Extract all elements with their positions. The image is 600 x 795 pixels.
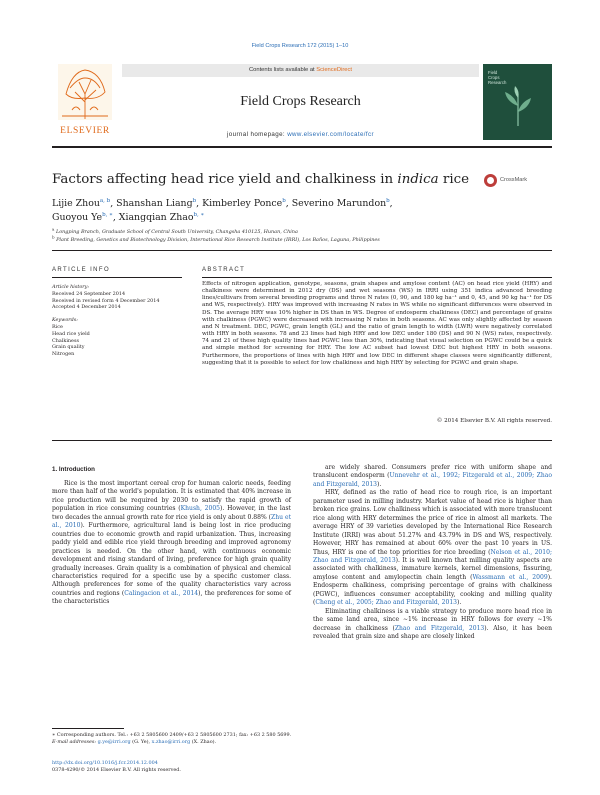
keyword: Grain quality: [52, 344, 85, 351]
elsevier-logo: [52, 64, 118, 136]
corresponding-author-note: ∗ Corresponding authors. Tel.: +63 2 5805600 2409/+63 2 5805600 2731; fax: +63 2 580 5699.: [52, 732, 292, 738]
abstract-text: Effects of nitrogen application, genotype, seasons, grain shapes and amylose content (AC) on head rice yield (HRY) and chalkiness were determined in 2012 dry (DS) and wet seasons (WS) in IRRI using 351 indica advanced breeding lines/cultivars from several breeding programs and three N rates (0, 90, and 180 kg ha⁻¹ and 0, 45, and 90 kg ha⁻¹ for DS and WS, respectively). HRY was improved with increasing N rates in WS while no significant differences were observed in DS. The average HRY was 10% higher in DS than in WS. Degree of endosperm chalkiness (DEC) and percentage of grains with chalkiness (PGWC) were decreased with increasing N rates in both seasons. AC was only slightly affected by season and N treatment. DEC, PGWC, grain length (GL) and the ratio of grain length to width (LWR) were negatively correlated with HRY in both seasons. 78 and 23 lines had high HRY and low DEC under 180 (DS) and 90 N (WS) rates, respectively. 74 and 21 of these high quality lines had PGWC less than 30%, indicating that visual selection on PGWC could be a quick and simple method for screening for HRY. The low AC subset had lowest DEC but highest HRY in both seasons. Furthermore, the proportions of lines with high HRY and low DEC in different shape classes were significantly different, suggesting that it is possible to select for low chalkiness and high HRY by selecting for PGWC and grain shape.: [202, 281, 552, 366]
crossmark-label: CrossMark: [500, 177, 528, 183]
body-text: ). Furthermore, agricultural land is being lost in rice producing countries due to economic growth and rapid urbanization. Thus, increasing paddy yield and edible rice yield through breeding and improved agronomy practices is needed. On the other hand, with continuous economic development and rising standard of living, preference for high grain quality gradually increases. Grain quality is a combination of physical and chemical characteristics required for a specific use by a specific customer class. Although preferences for some of the quality characteristics vary across countries and regions (: [52, 522, 292, 597]
author-name[interactable]: Kimberley Ponce: [202, 198, 283, 209]
body-paragraph: [313, 608, 552, 642]
citation-link[interactable]: Wassmann et al., 2009: [472, 573, 548, 581]
journal-homepage: [122, 131, 479, 138]
body-text: are widely shared. Consumers prefer rice with uniform shape and translucent endosperm (: [313, 464, 552, 480]
body-text: ). However, in the last two decades the annual growth rate for rice yield is only about 0.88% (: [52, 505, 291, 521]
affiliations: [52, 226, 380, 244]
author-name[interactable]: Severino Marundon: [291, 198, 387, 209]
article-info: [52, 284, 182, 358]
author-name[interactable]: Shanshan Liang: [116, 198, 193, 209]
cover-plant-icon: [503, 86, 533, 126]
author-line-1: Lijie Zhou$^{a, b}$, Shanshan Liang$^b$, Kimberley Ponce$^b$, Severino Marundon$^b$,: [52, 197, 393, 209]
email-link[interactable]: g.ye@irri.org: [97, 739, 131, 745]
keyword: Chalkiness: [52, 337, 79, 344]
email-note: E-mail addresses: g.ye@irri.org (G. Ye), x.zhao@irri.org (X. Zhao).: [52, 739, 217, 745]
section-heading-introduction: 1. Introduction: [52, 466, 95, 473]
article-info-heading: ARTICLE INFO: [52, 267, 111, 273]
elsevier-wordmark: ELSEVIER: [60, 126, 110, 136]
email-link[interactable]: x.zhao@irri.org: [151, 739, 191, 745]
citation-link[interactable]: Cheng et al., 2005; Zhao and Fitzgerald, 2013: [315, 599, 458, 607]
keyword: Head rice yield: [52, 330, 90, 337]
crossmark-badge[interactable]: [484, 174, 554, 188]
body-text: Rice is the most important cereal crop for human caloric needs, feeding more than half of the world's population. It is estimated that 40% increase in rice production will be required by 2030 to satisfy the rapid growth of population in rice consuming countries (: [52, 480, 291, 513]
author-name[interactable]: Lijie Zhou: [52, 198, 100, 209]
journal-cover: [483, 64, 552, 140]
footnotes: [52, 732, 292, 746]
abstract-rule: [202, 277, 552, 278]
affiliation-a: $^a$ Longping Branch, Graduate School of Central South University, Changsha 410125, Hunan, China: [52, 226, 298, 235]
doi-link[interactable]: http://dx.doi.org/10.1016/j.fcr.2014.12.004: [52, 760, 158, 766]
body-column-left: [52, 480, 291, 607]
cover-title: Field Crops Research: [488, 70, 507, 85]
citation-link[interactable]: Calingacion et al., 2014: [124, 589, 199, 597]
contents-bar: [122, 64, 479, 77]
body-paragraph: [313, 489, 552, 607]
abstract-copyright: © 2014 Elsevier B.V. All rights reserved.: [436, 418, 552, 424]
title-italic: indica: [397, 172, 439, 187]
journal-title: Field Crops Research: [240, 94, 361, 109]
body-text: ).: [377, 480, 382, 488]
citation-link[interactable]: Nelson et al., 2010; Zhao and Fitzgerald, 2013: [313, 548, 552, 564]
body-text: ), the preferences for some of the characteristics: [52, 589, 291, 606]
body-text: ). Endosperm chalkiness, comprising percentage of grains with chalkiness (PGWC), influences consumer acceptability, cooking and milling quality (: [313, 573, 552, 607]
body-paragraph: [313, 464, 552, 489]
keyword: Rice: [52, 323, 63, 330]
affiliation-b: $^b$ Plant Breeding, Genetics and Biotechnology Division, International Rice Research Institute (IRRI), Los Baños, Laguna, Philippines: [52, 233, 380, 243]
body-column-right: [313, 464, 552, 642]
abstract-heading: ABSTRACT: [202, 267, 246, 273]
author-line-2: Guoyou $Ye^{b, ∗}$, Xiangqian Zhao$^{b, ∗}$: [52, 211, 205, 223]
body-text: Eliminating chalkiness is a viable strategy to produce more head rice in the same land area, since ∼1% increase in HRY follows for every ∼1% decrease in chalkiness (: [313, 607, 552, 632]
journal-banner: [122, 64, 479, 142]
history-received: Received 24 September 2014: [52, 290, 126, 297]
footnote-rule: [52, 728, 124, 729]
body-rule: [52, 440, 552, 441]
contents-prefix: Contents lists available at: [248, 67, 317, 73]
crossmark-icon: [484, 174, 497, 187]
running-head: Field Crops Research 172 (2015) 1–10: [251, 43, 349, 49]
sciencedirect-link[interactable]: ScienceDirect: [316, 67, 353, 73]
article-meta: [52, 760, 292, 774]
issn-line: 0378-4290/© 2014 Elsevier B.V. All rights reserved.: [52, 767, 181, 773]
history-label: Article history:: [52, 284, 90, 290]
body-text: ).: [457, 599, 462, 607]
keyword: Nitrogen: [52, 351, 75, 358]
masthead-rule: [52, 146, 552, 148]
article-title: Factors affecting head rice yield and chalkiness in indica rice: [52, 172, 470, 187]
citation-link[interactable]: Khush, 2005: [180, 505, 221, 513]
author-name[interactable]: Guoyou Ye: [52, 212, 103, 223]
header-rule: [52, 250, 552, 251]
journal-masthead: [52, 64, 552, 142]
homepage-prefix: journal homepage:: [227, 131, 288, 138]
history-accepted: Accepted 4 December 2014: [52, 304, 121, 311]
citation-link[interactable]: Zhu et al., 2010: [52, 513, 292, 530]
body-text: HRY, defined as the ratio of head rice to rough rice, is an important parameter used in milling industry. Market value of head rice is higher than broken rice grains. Low chalkiness which is associated with more translucent rice along with HRY determines the price of rice in almost all markets. The average HRY of 39 varieties developed by the International Rice Research Institute (IRRI) was about 51.27% and 43.79% in DS and WS, respectively. However, HRY has remained at about 60% over the past 10 years in US. Thus, HRY is one of the top priorities for rice breeding (: [313, 489, 552, 556]
info-rule: [52, 277, 182, 278]
body-paragraph: [52, 480, 291, 607]
body-text: ). It is well known that milling quality aspects are associated with chalkiness, immature kernels, kernel dimensions, fissuring, amylose content and amylopectin chain length (: [313, 556, 552, 581]
keywords-label: Keywords:: [52, 317, 78, 324]
author-name[interactable]: Xiangqian Zhao: [118, 212, 194, 223]
citation-link[interactable]: Unnevehr et al., 1992; Fitzgerald et al., 2009; Zhao and Fitzgerald, 2013: [313, 472, 553, 488]
author-list: [52, 197, 393, 225]
elsevier-tree-icon: [58, 64, 112, 120]
body-text: ). Also, it has been revealed that grain size and shape are closely linked: [313, 624, 552, 641]
citation-link[interactable]: Zhao and Fitzgerald, 2013: [394, 624, 485, 632]
homepage-link[interactable]: www.elsevier.com/locate/fcr: [287, 131, 374, 138]
history-revised: Received in revised form 4 December 2014: [52, 297, 160, 304]
